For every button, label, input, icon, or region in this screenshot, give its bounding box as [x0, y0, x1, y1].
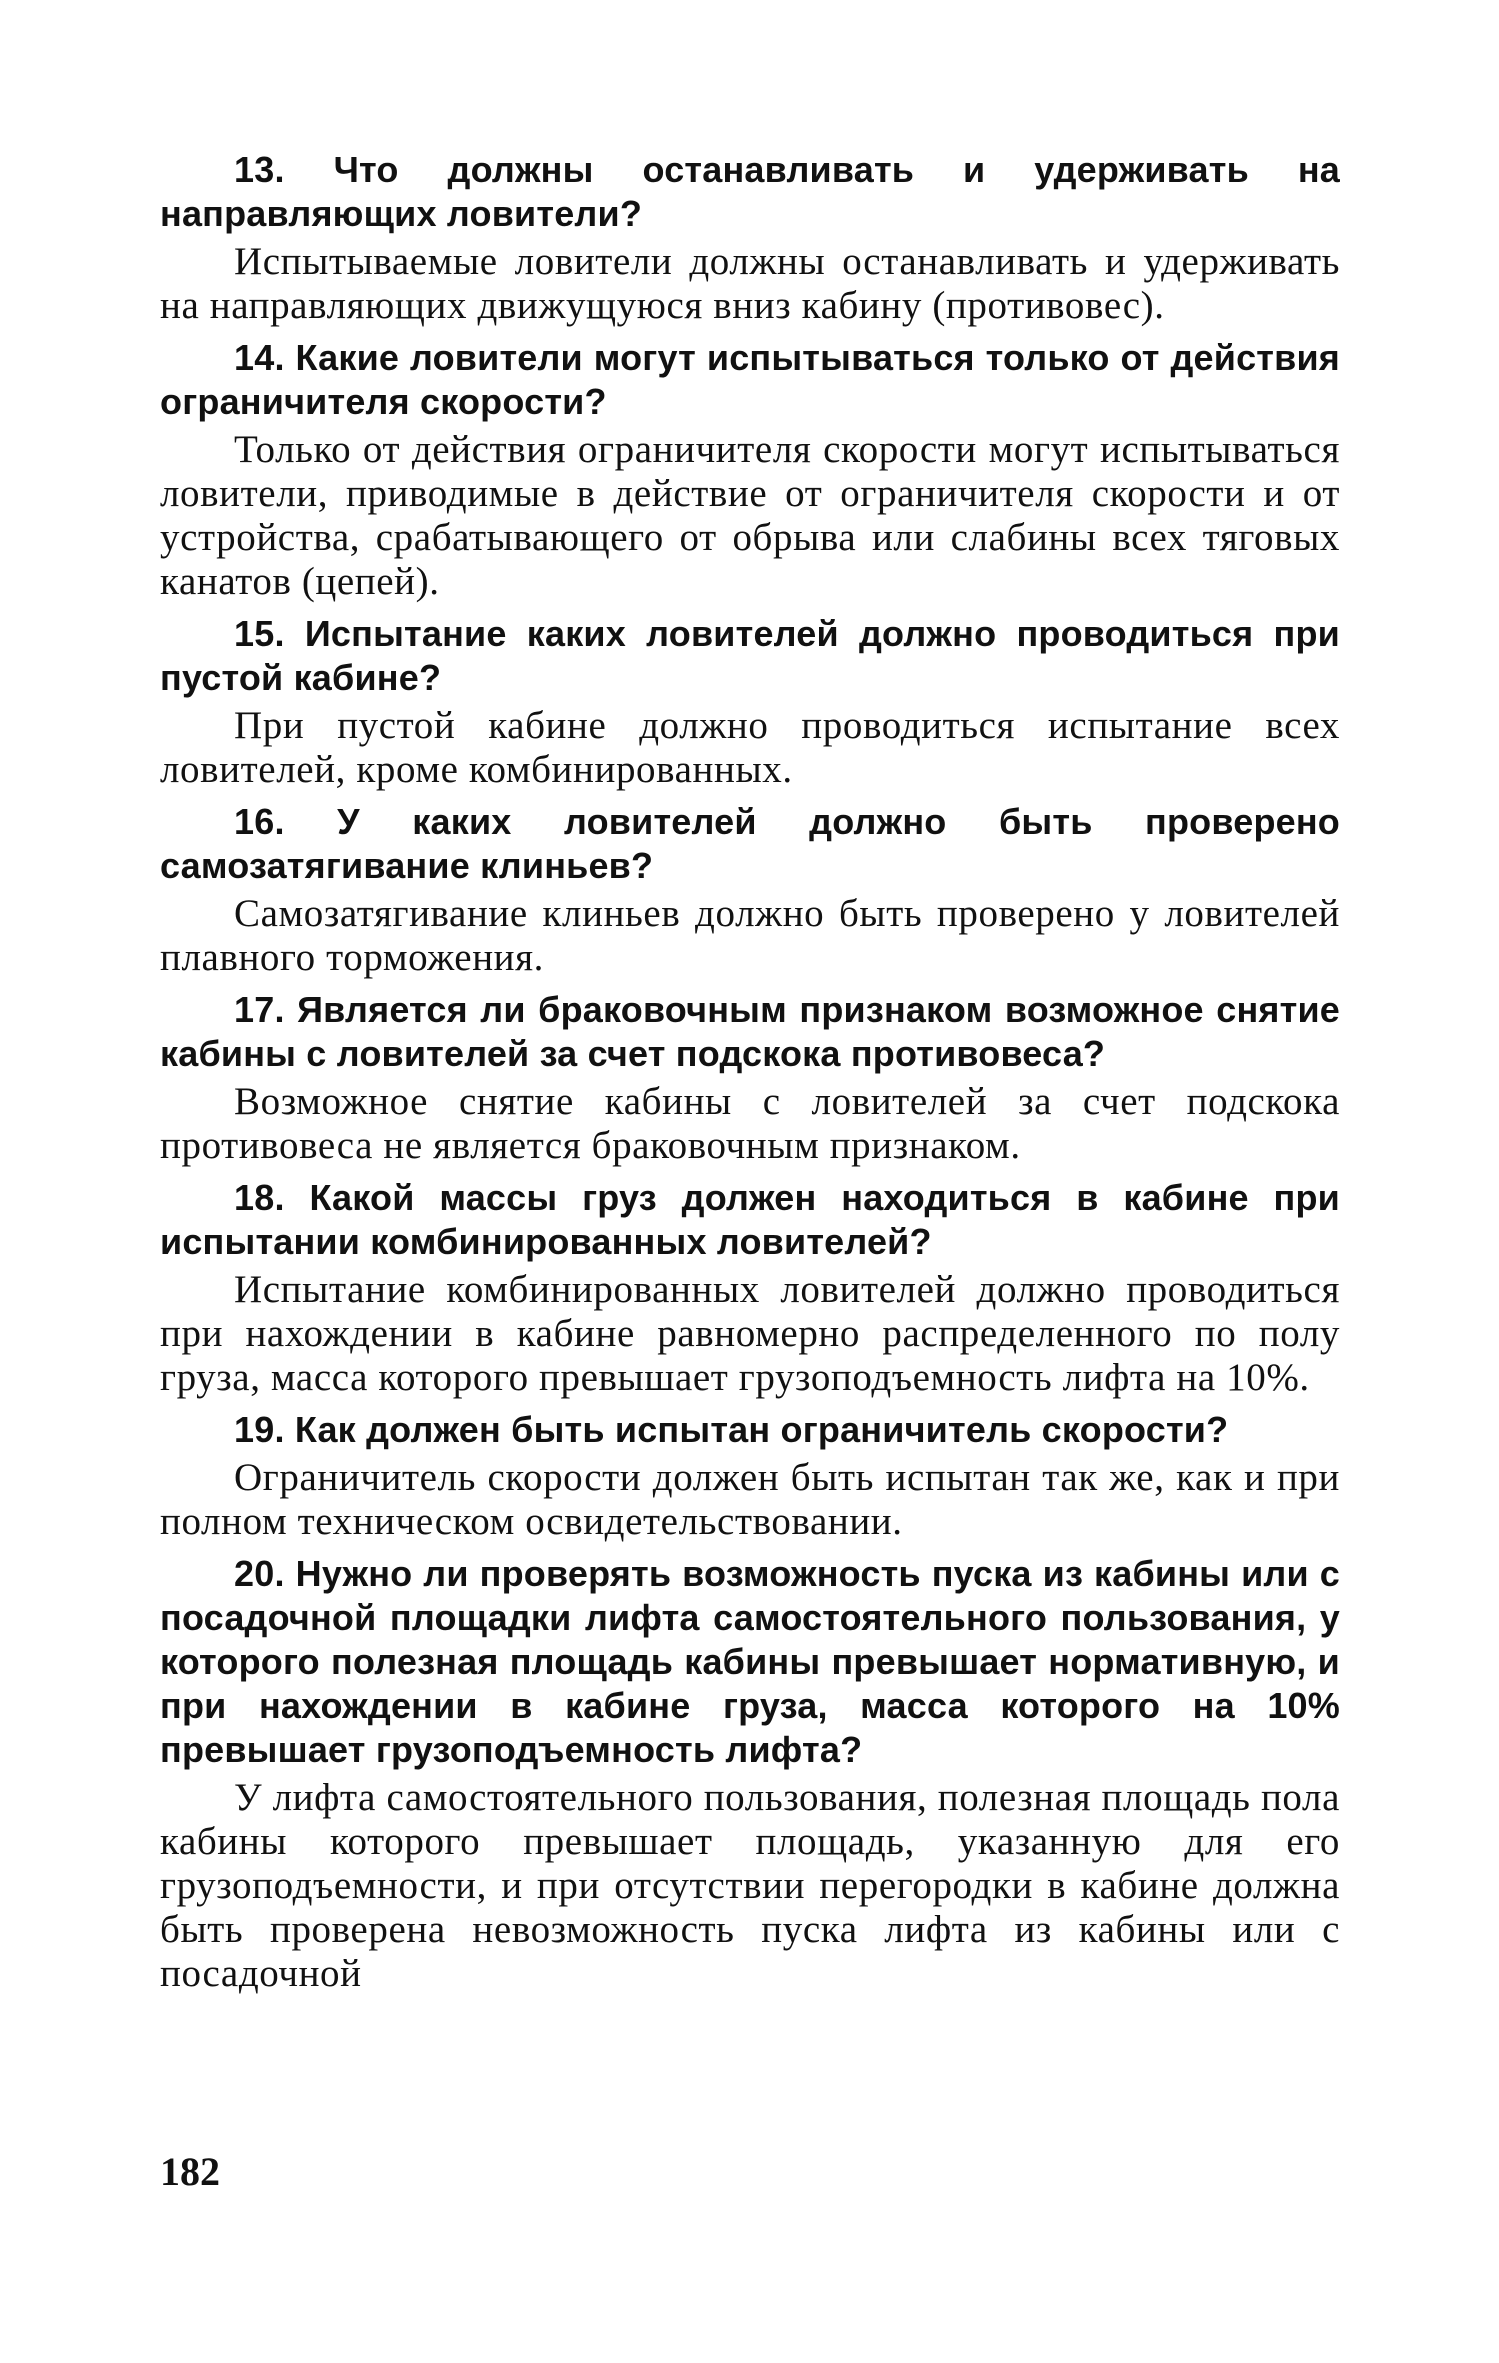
book-page-text — [160, 148, 1340, 2004]
answer-18: Испытание комбинированных ловителей должно проводиться при нахождении в кабине равномерно распределенного по полу груза, масса которого превышает грузоподъемность лифта на 10%. — [160, 1268, 1340, 1399]
qa-item-20 — [160, 1552, 1340, 1996]
question-16: 16. У каких ловителей должно быть проверено самозатягивание клиньев? — [160, 801, 1340, 886]
qa-item-18 — [160, 1176, 1340, 1400]
question-14: 14. Какие ловители могут испытываться только от действия ограничителя скорости? — [160, 337, 1340, 422]
answer-14: Только от действия ограничителя скорости могут испытываться ловители, приводимые в действие от ограничителя скорости и от устройства, срабатывающего от обрыва или слабины всех тяговых канатов (цепей). — [160, 428, 1340, 603]
answer-20: У лифта самостоятельного пользования, полезная площадь пола кабины которого превышает площадь, указанную для его грузоподъемности, и при отсутствии перегородки в кабине должна быть проверена невозможность пуска лифта из кабины или с посадочной — [160, 1776, 1340, 1995]
qa-item-15 — [160, 612, 1340, 792]
qa-item-16 — [160, 800, 1340, 980]
answer-15: При пустой кабине должно проводиться испытание всех ловителей, кроме комбинированных. — [160, 704, 1340, 791]
qa-item-19 — [160, 1408, 1340, 1544]
question-19: 19. Как должен быть испытан ограничитель скорости? — [234, 1409, 1229, 1450]
question-13: 13. Что должны останавливать и удерживать на направляющих ловители? — [160, 149, 1340, 234]
question-15: 15. Испытание каких ловителей должно проводиться при пустой кабине? — [160, 613, 1340, 698]
question-17: 17. Является ли браковочным признаком возможное снятие кабины с ловителей за счет подскока противовеса? — [160, 989, 1340, 1074]
question-20: 20. Нужно ли проверять возможность пуска из кабины или с посадочной площадки лифта самостоятельного пользования, у которого полезная площадь кабины превышает нормативную, и при нахождении в кабине груза, масса которого на 10% превышает грузоподъемность лифта? — [160, 1553, 1340, 1770]
answer-13: Испытываемые ловители должны останавливать и удерживать на направляющих движущуюся вниз кабину (противовес). — [160, 240, 1340, 327]
qa-item-17 — [160, 988, 1340, 1168]
answer-17: Возможное снятие кабины с ловителей за счет подскока противовеса не является браковочным признаком. — [160, 1080, 1340, 1167]
qa-item-13 — [160, 148, 1340, 328]
question-18: 18. Какой массы груз должен находиться в кабине при испытании комбинированных ловителей? — [160, 1177, 1340, 1262]
qa-item-14 — [160, 336, 1340, 604]
page-number: 182 — [160, 2149, 220, 2194]
answer-16: Самозатягивание клиньев должно быть проверено у ловителей плавного торможения. — [160, 892, 1340, 979]
answer-19: Ограничитель скорости должен быть испытан так же, как и при полном техническом освидетельствовании. — [160, 1456, 1340, 1543]
